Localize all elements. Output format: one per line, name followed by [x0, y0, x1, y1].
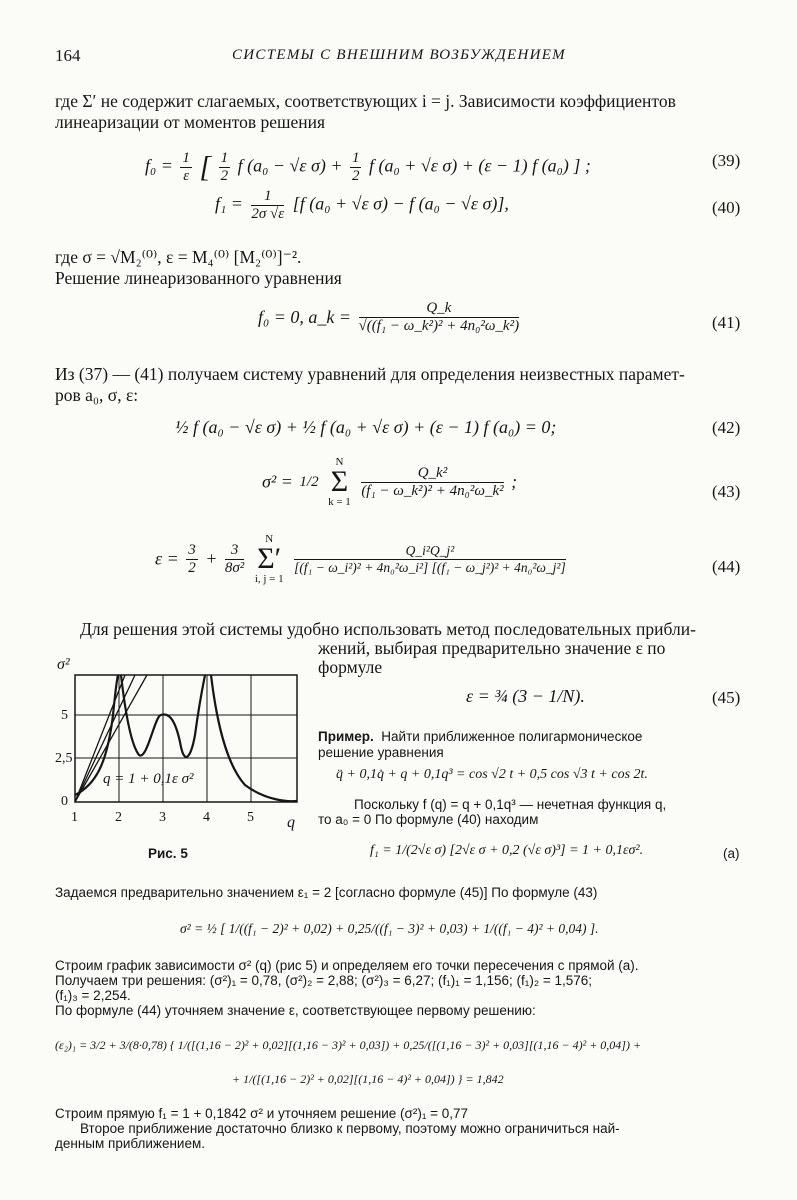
y-tick-5: 5 [61, 708, 68, 723]
y-tick-2-5: 2,5 [55, 751, 73, 766]
equation-43-number: (43) [712, 482, 741, 501]
epsilon-line-1: (ε₂)₁ = 3/2 + 3/(8·0,78) { 1/([(1,16 − 2)² + 0,02][(1,16 − 3)² + 0,03]) + 0,25/([(1,16 − 3)² + 0,03][(1,16 − 4)² + 0,04]) + [55, 1038, 642, 1052]
equation-44: ε = $\frac{3}{2}$ + $\frac{3}{\text{8σ²}}$ N Σ′ i, j = 1 $\frac{\text{Q\_i²Q\_j²}}{\text{[(f₁ − ω\_i²)² + 4n₀²ω\_i²] [(f₁ − ω\_j²)² + 4n₀²ω\_j²]}}$ [155, 533, 566, 585]
example-line-2: решение уравнения [318, 745, 444, 760]
example-equation: q̈ + 0,1q̇ + q + 0,1q³ = cos √2 t + 0,5 cos √3 t + cos 2t. [336, 767, 648, 782]
equation-39-number: (39) [712, 151, 741, 170]
build-line-1: Строим график зависимости σ² (q) (рис 5) и определяем его точки пересечения с прямой (а). [55, 958, 639, 973]
equation-42: ½ f (a₀ − √ε σ) + ½ f (a₀ + √ε σ) + (ε − 1) f (a₀) = 0; [175, 417, 557, 437]
equation-45-number: (45) [712, 688, 741, 707]
x-tick-2: 2 [115, 810, 122, 825]
paragraph-1-line-2: линеаризации от моментов решения [55, 112, 326, 132]
paragraph-3-line-2: жений, выбирая предварительно значение ε по [318, 638, 666, 658]
equation-a: f₁ = 1/(2√ε σ) [2√ε σ + 0,2 (√ε σ)³] = 1 + 0,1εσ². [370, 843, 644, 858]
where-line: где σ = √M₂⁽⁰⁾, ε = M₄⁽⁰⁾ [M₂⁽⁰⁾]⁻². [55, 247, 302, 267]
running-title: СИСТЕМЫ С ВНЕШНИМ ВОЗБУЖДЕНИЕМ [232, 47, 566, 63]
equation-45: ε = ¾ (3 − 1/N). [466, 686, 585, 706]
equation-44-number: (44) [712, 557, 741, 576]
paragraph-3-line-1: Для решения этой системы удобно использовать метод последовательных прибли- [80, 619, 696, 639]
paragraph-2-line-1: Из (37) — (41) получаем систему уравнений для определения неизвестных парамет- [55, 364, 685, 384]
page-number: 164 [55, 46, 81, 65]
y-tick-0: 0 [61, 794, 68, 809]
x-tick-5: 5 [247, 810, 254, 825]
line-label: q = 1 + 0,1ε σ² [103, 771, 194, 787]
x-tick-1: 1 [71, 810, 78, 825]
x-axis-label: q [287, 814, 295, 831]
equation-43: σ² = 1/2 N Σ k = 1 $\frac{\text{Q\_k²}}{\text{(f₁ − ω\_k²)² + 4n₀²ω\_k²}}$ ; [262, 456, 518, 508]
build-line-2: Получаем три решения: (σ²)₁ = 0,78, (σ²)₂ = 2,88; (σ²)₃ = 6,27; (f₁)₁ = 1,156; (f₁)₂ = 1,576; [55, 973, 592, 988]
sigma-equation: σ² = ½ [ 1/((f₁ − 2)² + 0,02) + 0,25/((f₁ − 3)² + 0,03) + 1/((f₁ − 4)² + 0,04) ]. [180, 921, 599, 936]
equation-42-number: (42) [712, 418, 741, 437]
x-tick-4: 4 [203, 810, 210, 825]
build-line-3: (f₁)₃ = 2,254. [55, 988, 131, 1003]
x-tick-3: 3 [159, 810, 166, 825]
equation-40: f₁ = $\frac{1}{2\sigma √\varepsilon}$ [f (a₀ + √ε σ) − f (a₀ − √ε σ)], [215, 188, 509, 222]
paragraph-2-line-2: ров a₀, σ, ε: [55, 385, 139, 405]
figure-caption: Рис. 5 [148, 846, 188, 861]
example-line-1: Пример. Найти приближенное полигармоническое [318, 729, 643, 744]
final-line-3: денным приближением. [55, 1136, 206, 1151]
equation-39: f₀ = $\frac{1}{\varepsilon}$ [ $\frac{1}{2}$ f (a₀ − √ε σ) + $\frac{1}{2}$ f (a₀ + √ε σ) + (ε − 1) f (a₀) ] ; [145, 150, 591, 184]
figure-5 [55, 655, 305, 835]
since-line-1: Поскольку f (q) = q + 0,1q³ — нечетная функция q, [354, 797, 667, 812]
y-axis-label: σ² [57, 656, 70, 673]
since-line-2: то a₀ = 0 По формуле (40) находим [318, 812, 539, 827]
equation-41-number: (41) [712, 313, 741, 332]
equation-40-number: (40) [712, 198, 741, 217]
equation-a-number: (a) [723, 846, 740, 861]
paragraph-3-line-3: формуле [318, 657, 383, 677]
final-line-1: Строим прямую f₁ = 1 + 0,1842 σ² и уточняем решение (σ²)₁ = 0,77 [55, 1106, 469, 1121]
final-line-2: Второе приближение достаточно близко к первому, поэтому можно ограничиться най- [80, 1121, 620, 1136]
refine-line: По формуле (44) уточняем значение ε, соответствующее первому решению: [55, 1003, 536, 1018]
figure-5-plot [55, 655, 305, 835]
paragraph-1-line-1: где Σ′ не содержит слагаемых, соответствующих i = j. Зависимости коэффициентов [55, 91, 676, 111]
solution-line: Решение линеаризованного уравнения [55, 268, 342, 288]
epsilon-line-2: + 1/([(1,16 − 2)² + 0,02][(1,16 − 4)² + 0,04]) } = 1,842 [232, 1072, 504, 1086]
set-line: Задаемся предварительно значением ε₁ = 2 [согласно формуле (45)] По формуле (43) [55, 885, 598, 900]
equation-41: f₀ = 0, a_k = $\frac{Q\_k}{\text{√((f₁ − ω\_k²)² + 4n₀²ω\_k²)}}$ [258, 300, 520, 334]
